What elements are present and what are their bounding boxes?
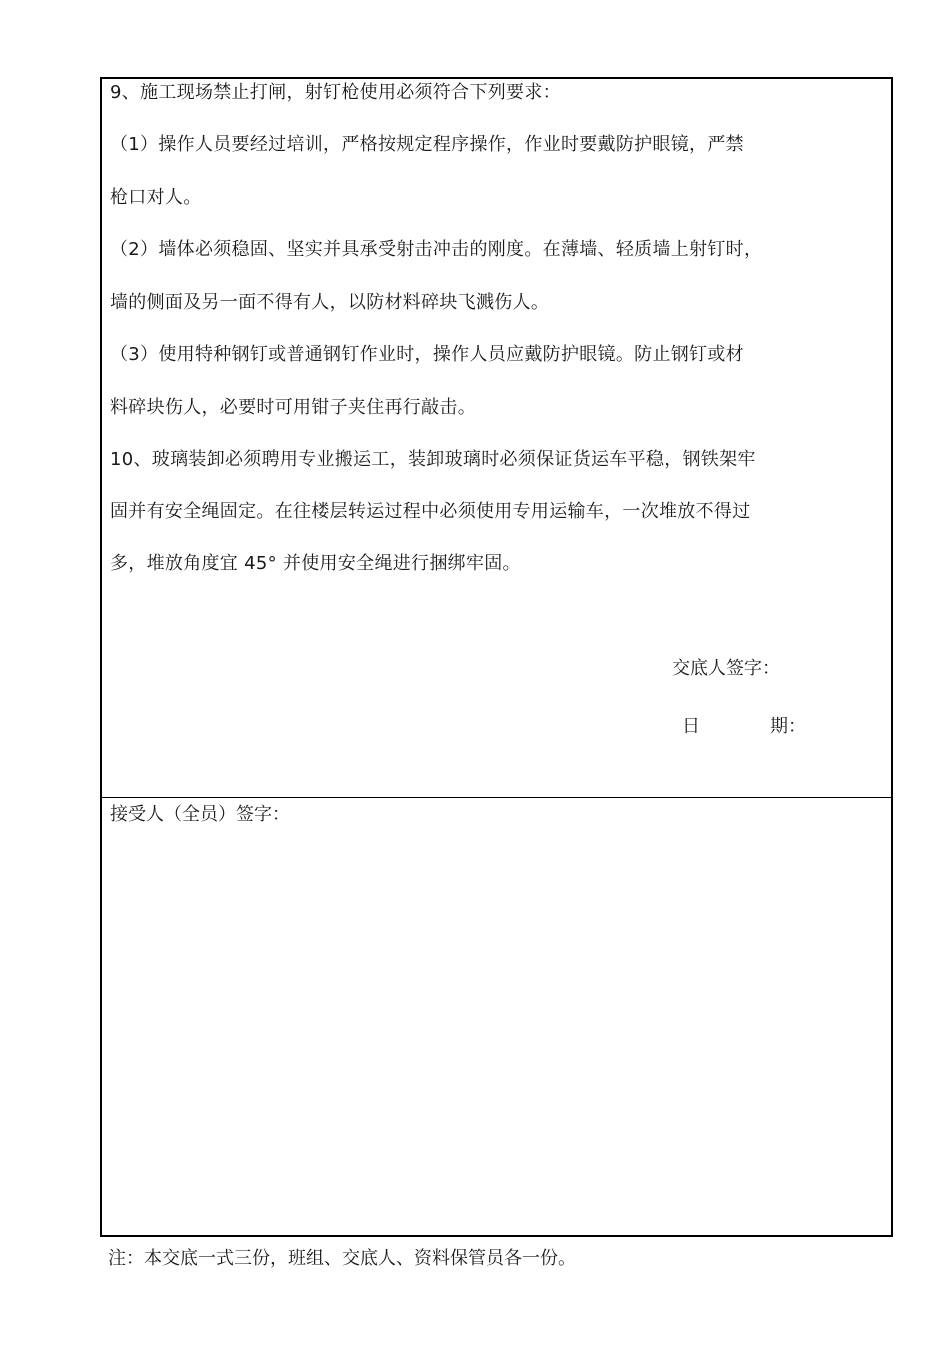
item-9-sub2-line1: （2）墙体必须稳固、坚实并具承受射击冲击的刚度。在薄墙、轻质墙上射钉时， [110, 239, 763, 260]
date-field [682, 715, 806, 739]
item-10-line1: 10、玻璃装卸必须聘用专业搬运工，装卸玻璃时必须保证货运车平稳，钢铁架牢 [110, 449, 756, 470]
presenter-signature-label: 交底人签字： [672, 658, 780, 679]
item-9-title: 9、施工现场禁止打闸，射钉枪使用必须符合下列要求： [110, 82, 561, 103]
item-9-sub2-line2: 墙的侧面及另一面不得有人，以防材料碎块飞溅伤人。 [110, 292, 550, 313]
date-label-left: 日 [682, 716, 700, 737]
item-10-line2: 固并有安全绳固定。在往楼层转运过程中必须使用专用运输车，一次堆放不得过 [110, 501, 751, 522]
content-cell [102, 79, 891, 798]
date-label-right: 期： [770, 716, 806, 737]
item-9-sub3-line1: （3）使用特种钢钉或普通钢钉作业时，操作人员应戴防护眼镜。防止钢钉或材 [110, 344, 744, 365]
item-9-sub3-line2: 料碎块伤人，必要时可用钳子夹住再行敲击。 [110, 397, 476, 418]
item-10-line3: 多，堆放角度宜 45° 并使用安全绳进行捆绑牢固。 [110, 553, 521, 574]
item-9-sub1-line1: （1）操作人员要经过培训，严格按规定程序操作，作业时要戴防护眼镜，严禁 [110, 134, 744, 155]
receiver-signature-label: 接受人（全员）签字： [110, 804, 290, 825]
disclosure-table [100, 77, 893, 1237]
receiver-cell [102, 798, 891, 1235]
item-9-sub1-line2: 枪口对人。 [110, 187, 202, 208]
footer-note: 注：本交底一式三份，班组、交底人、资料保管员各一份。 [108, 1248, 576, 1269]
